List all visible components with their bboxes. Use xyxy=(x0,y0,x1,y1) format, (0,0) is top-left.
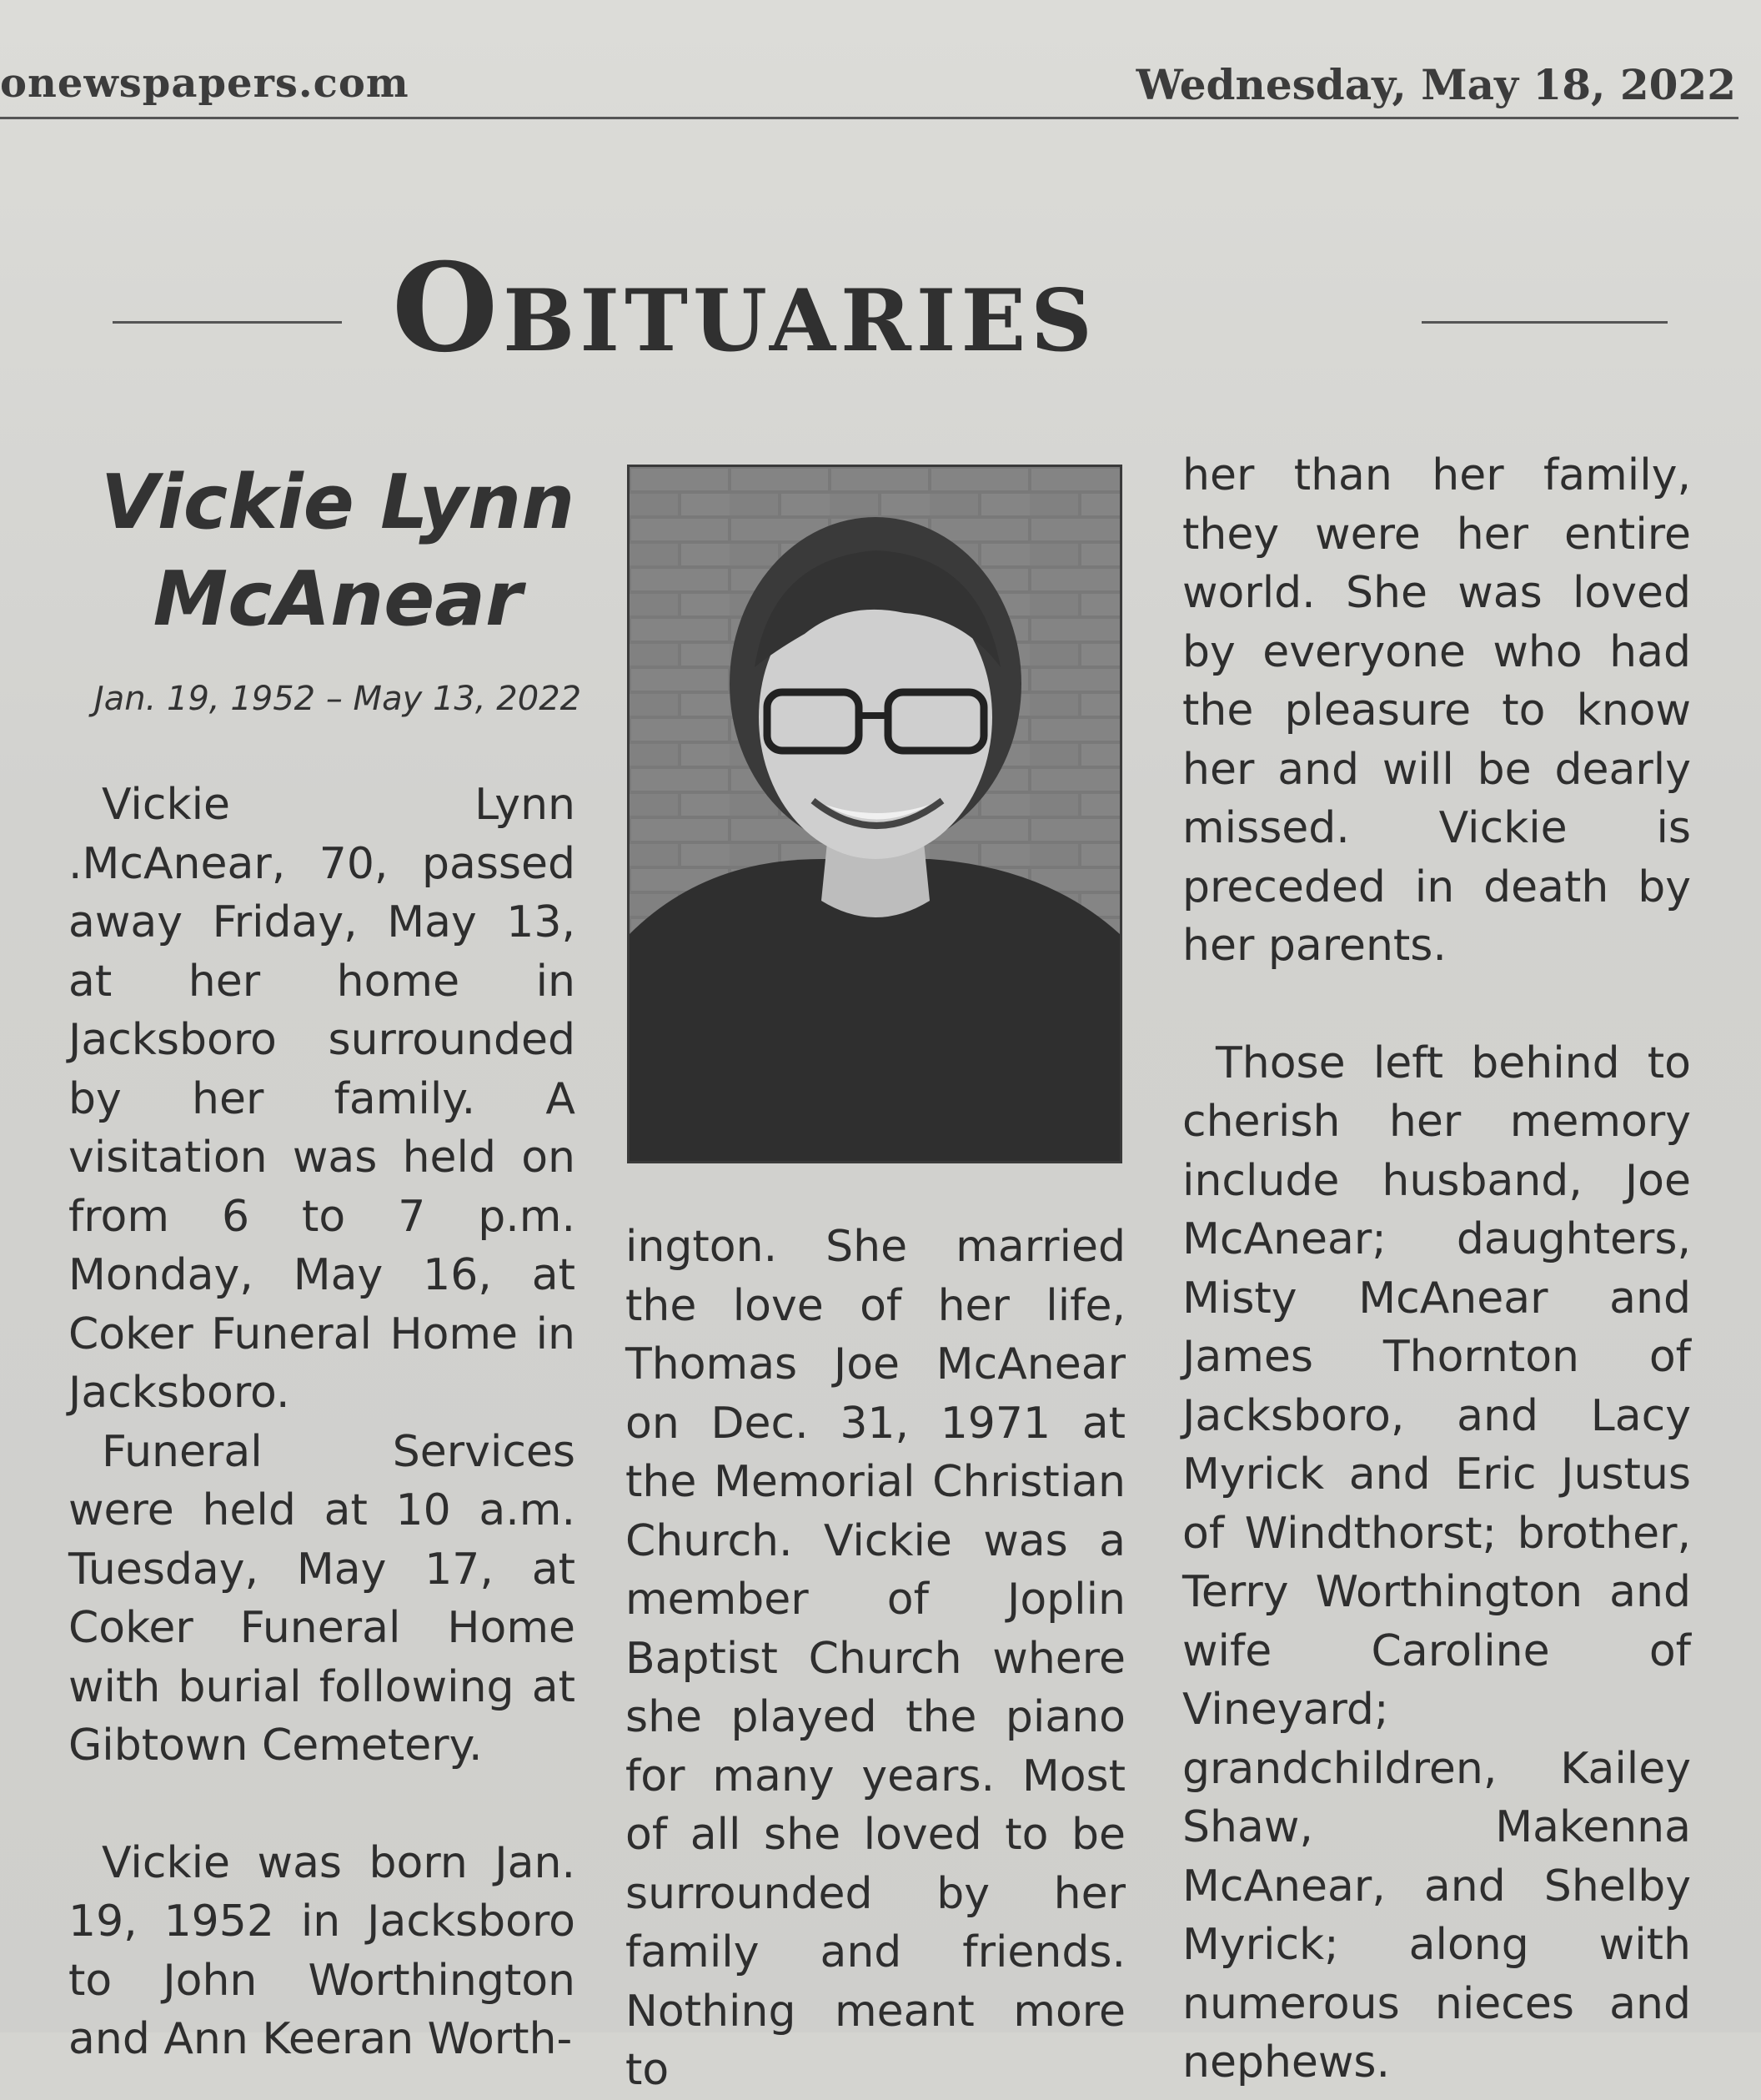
portrait-illustration xyxy=(630,467,1120,1161)
column-3 xyxy=(1182,446,1691,2092)
column-2 xyxy=(625,1218,1126,2100)
name-line-1: Vickie Lynn xyxy=(100,459,575,546)
section-header xyxy=(0,225,1761,400)
life-dates: Jan. 19, 1952 – May 13, 2022 xyxy=(93,680,582,718)
portrait-photo xyxy=(627,465,1122,1163)
masthead-site: onewspapers.com xyxy=(0,60,409,107)
column-1 xyxy=(68,776,575,2069)
paragraph-passing: Vickie Lynn .McAnear, 70, passed away Friday, May 13, at her home in Jacksboro surrounded by her family. A visitation was held on from 6 to 7 p.m. Monday, May 16, at Coker Funeral Home in Jacksboro. xyxy=(68,780,575,1418)
masthead-rule xyxy=(0,117,1738,119)
name-line-2: McAnear xyxy=(153,555,523,643)
paragraph-survivors: Those left behind to cherish her memory include husband, Joe McAnear; daughters, Misty McAnear and James Thornton of Jacksboro, and Lacy Myrick and Eric Justus of Windthorst; brother, Terry Worthington and wife Caroline of Vineyard; grandchildren, Kailey Shaw, Makenna McAnear, and Shelby Myrick; along with numerous nieces and nephews. xyxy=(1182,1037,1691,2087)
title-rule-left xyxy=(113,321,342,324)
title-rule-right xyxy=(1422,321,1668,324)
paragraph-services: Funeral Services were held at 10 a.m. Tuesday, May 17, at Coker Funeral Home with burial following at Gibtown Cemetery. xyxy=(68,1426,575,1771)
paragraph-family: her than her family, they were her entire world. She was loved by everyone who had the pleasure to know her and will be dearly missed. Vickie is preceded in death by her parents. xyxy=(1182,450,1691,971)
paragraph-birth: Vickie was born Jan. 19, 1952 in Jacksboro to John Worthington and Ann Keeran Worth- xyxy=(68,1837,575,2064)
paragraph-marriage: ington. She married the love of her life, Thomas Joe McAnear on Dec. 31, 1971 at the Memorial Christian Church. Vickie was a member of Joplin Baptist Church where she played the piano for many years. Most of all she loved to be surrounded by her family and friends. Nothing meant more to xyxy=(625,1222,1126,2095)
section-title: Obituaries xyxy=(392,237,1097,379)
deceased-name xyxy=(67,455,609,648)
masthead-date: Wednesday, May 18, 2022 xyxy=(1136,60,1736,109)
